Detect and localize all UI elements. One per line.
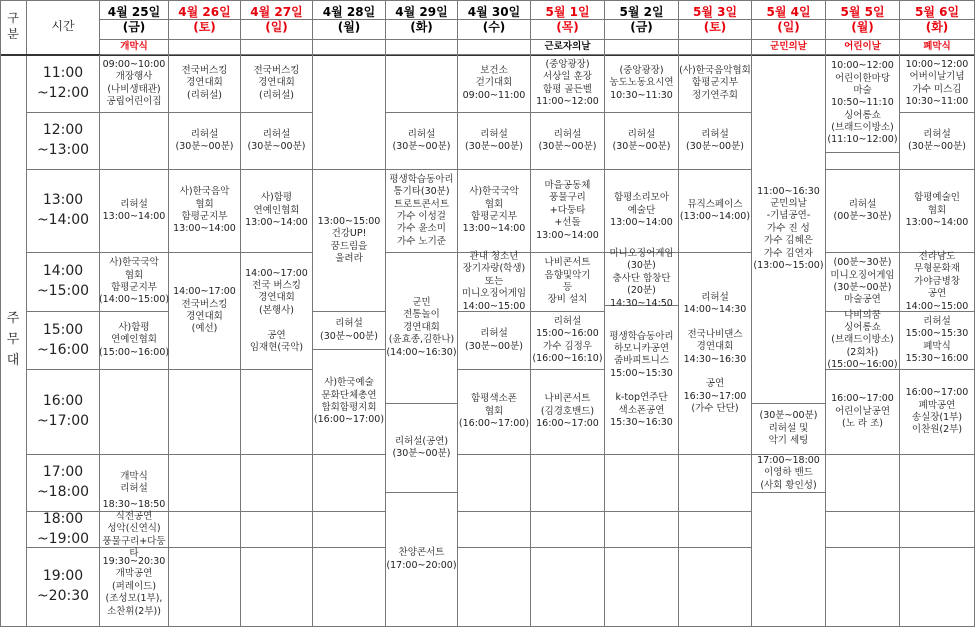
day-holiday-label [605,40,679,55]
day-header-date: 4월 29일 [386,0,458,20]
time-slot: 11:00 ~12:00 [27,55,100,113]
schedule-event: 사)한국예술 문화단체총연 합회함평지회 (16:00~17:00) [313,350,386,455]
time-slot: 12:00 ~13:00 [27,113,100,170]
schedule-event [313,455,386,512]
day-header-weekday: (목) [531,20,605,40]
schedule-event: 17:00~18:00 이영하 밴드 (사회 황인성) [752,455,826,493]
schedule-event: (30분~00분) 리허설 및 악기 세팅 [752,404,826,455]
schedule-event: 리허설 (30분~00분) [458,113,531,170]
stage-label: 주 무 대 [0,55,27,627]
schedule-event [605,512,679,548]
schedule-event: 보건소 걷기대회 09:00~11:00 [458,55,531,113]
schedule-event [100,370,169,455]
schedule-event [679,512,752,548]
schedule-event: (사)한국음악협회 함평군지부 정기연주회 [679,55,752,113]
schedule-event: 리허설 15:00~15:30 폐막식 15:30~16:00 [900,312,975,370]
schedule-event [826,512,900,548]
schedule-event: 10:00~12:00 어버이날기념 가수 미스김 10:30~11:00 [900,55,975,113]
time-slot: 19:00 ~20:30 [27,548,100,627]
schedule-event: 리허설 (30분~00분) [169,113,241,170]
schedule-event: 13:00~15:00 건강UP! 꿈드림을 울려라 [313,170,386,312]
time-slot: 13:00 ~14:00 [27,170,100,253]
schedule-event: 찬양콘서트 (17:00~20:00) [386,493,458,627]
day-holiday-label [169,40,241,55]
schedule-event: 사)한국국악 협회 함평군지부 (14:00~15:00) [100,253,169,312]
day-header-date: 5월 2일 [605,0,679,20]
schedule-event: 10:00~12:00 어린이한마당 마술 10:50~11:10 싱어롱쇼 (브래드이방소) (11:10~12:00) [826,55,900,153]
time-slot: 14:00 ~15:00 [27,253,100,312]
schedule-event: 리허설 15:00~16:00 가수 김정우 (16:00~16:10) [531,312,605,370]
day-header-date: 4월 27일 [241,0,313,20]
schedule-event: 리허설 (30분~00분) [531,113,605,170]
schedule-event: 11:00~16:30 군민의날 -기념공연- 가수 진 성 가수 김혜은 가수 김연자 (13:00~15:00) [752,55,826,404]
day-holiday-label [458,40,531,55]
schedule-event: 리허설 13:00~14:00 [100,170,169,253]
schedule-event [531,512,605,548]
schedule-event: 마을공동체 풍물구리 +다둥타 +선돌 13:00~14:00 [531,170,605,253]
schedule-event [605,548,679,627]
schedule-event [679,455,752,512]
schedule-event: 관내 청소년 장기자랑(학생) 또는 미니오징어게임 14:00~15:00 [458,253,531,312]
day-holiday-label [679,40,752,55]
day-header-weekday: (금) [100,20,169,40]
schedule-event: (중앙광장) 농도노동요시연 10:30~11:30 [605,55,679,113]
schedule-event: 평생학습동아리 통기타(30분) 트로트콘서트 가수 이성걸 가수 윤소미 가수 노기준 [386,170,458,253]
time-slot: 17:00 ~18:00 [27,455,100,512]
schedule-event: 미니오징어게임 (30분) 충사단 합창단 (20분) 14:30~14:50 [605,253,679,306]
day-header-date: 5월 1일 [531,0,605,20]
schedule-event: 14:00~17:00 전국 버스킹 경연대회 (본행사) 공연 임재현(국악) [241,253,313,370]
day-header-weekday: (일) [752,20,826,40]
schedule-event: 함평예술인 협회 13:00~14:00 [900,170,975,253]
time-header: 시간 [27,0,100,55]
schedule-event [826,548,900,627]
schedule-event [241,455,313,512]
schedule-event [241,548,313,627]
schedule-event [313,548,386,627]
schedule-event: 16:00~17:00 어린이날공연 (노 라 조) [826,370,900,455]
schedule-event: 군민 전통놀이 경연대회 (윤효종,김한나) (14:00~16:30) [386,253,458,404]
schedule-event: 리허설(공연) (30분~00분) [386,404,458,493]
schedule-event [169,548,241,627]
schedule-event: 나비의꿈 싱어롱쇼 (브래드이방소) (2회차) (15:00~16:00) [826,312,900,370]
schedule-event [826,455,900,512]
schedule-event: (00분~30분) 미니오징어게임 (30분~00분) 마술공연 [826,253,900,312]
schedule-event [900,512,975,548]
schedule-event: 09:00~10:00 개장행사 (나비생태관) 공립어린이집 [100,55,169,113]
schedule-event: 사)한국음악 협회 함평군지부 13:00~14:00 [169,170,241,253]
day-holiday-label: 개막식 [100,40,169,55]
schedule-event: 14:00~17:00 전국버스킹 경연대회 (예선) [169,253,241,370]
day-header-date: 5월 5일 [826,0,900,20]
day-holiday-label [313,40,386,55]
time-slot: 15:00 ~16:00 [27,312,100,370]
schedule-event [458,512,531,548]
schedule-event: 뮤직스페이스 (13:00~14:00) [679,170,752,253]
day-holiday-label [386,40,458,55]
day-header-date: 4월 30일 [458,0,531,20]
schedule-event: 나비콘서트 음향및악기 등 장비 설치 [531,253,605,312]
day-header-date: 4월 26일 [169,0,241,20]
schedule-event: 개막식 리허설 [100,455,169,512]
schedule-event: 리허설 (30분~00분) [679,113,752,170]
schedule-event: 전국버스킹 경연대회 (리허설) [241,55,313,113]
schedule-event [313,55,386,170]
schedule-event: 리허설 (30분~00분) [241,113,313,170]
schedule-event: 나비콘서트 (김경호밴드) 16:00~17:00 [531,370,605,455]
schedule-event: 함평색소폰 협회 (16:00~17:00) [458,370,531,455]
corner-label: 구 분 [0,0,27,55]
schedule-event [241,370,313,455]
schedule-event: 사)함평 연예인협회 (15:00~16:00) [100,312,169,370]
schedule-event: 평생학습동아리 하모니카공연 줌바피트니스 15:00~15:30 k-top연주단 색소폰공연 15:30~16:30 [605,306,679,455]
schedule-event: 함평소리모아 예술단 13:00~14:00 [605,170,679,253]
day-header-weekday: (토) [169,20,241,40]
day-holiday-label: 근로자의날 [531,40,605,55]
day-holiday-label: 폐막식 [900,40,975,55]
day-header-date: 4월 25일 [100,0,169,20]
day-header-weekday: (월) [826,20,900,40]
day-header-weekday: (일) [241,20,313,40]
day-header-date: 5월 3일 [679,0,752,20]
schedule-event: 리허설 (00분~30분) [826,170,900,253]
schedule-event: 사)한국국악 협회 함평군지부 13:00~14:00 [458,170,531,253]
schedule-event: (중앙광장) 서상일 훈장 함평 골든벨 11:00~12:00 [531,55,605,113]
schedule-event: 리허설 (30분~00분) [386,113,458,170]
day-holiday-label: 군민의날 [752,40,826,55]
schedule-event [826,153,900,170]
schedule-event [458,455,531,512]
schedule-event [169,455,241,512]
schedule-event: 리허설 14:00~14:30 전국나비댄스 경연대회 14:30~16:30 공연 16:30~17:00 (가수 단단) [679,253,752,455]
schedule-event [169,512,241,548]
schedule-event [386,55,458,113]
schedule-event [100,113,169,170]
day-header-weekday: (금) [605,20,679,40]
day-header-weekday: (토) [679,20,752,40]
day-header-weekday: (수) [458,20,531,40]
day-holiday-label: 어린이날 [826,40,900,55]
schedule-event: 전라남도 무형문화재 가야금병창 공연 14:00~15:00 [900,253,975,312]
schedule-event: 리허설 (30분~00분) [313,312,386,350]
schedule-event [605,455,679,512]
schedule-event [313,512,386,548]
schedule-event: 19:30~20:30 개막공연 (퍼레이드) (조성모(1부), 소찬휘(2부)) [100,548,169,627]
schedule-event [900,455,975,512]
time-slot: 18:00 ~19:00 [27,512,100,548]
day-holiday-label [241,40,313,55]
schedule-event: 리허설 (30분~00분) [900,113,975,170]
time-slot: 16:00 ~17:00 [27,370,100,455]
schedule-event: 리허설 (30분~00분) [605,113,679,170]
schedule-event: 16:00~17:00 폐막공연 송실장(1부) 이찬원(2부) [900,370,975,455]
schedule-event: 전국버스킹 경연대회 (리허설) [169,55,241,113]
schedule-event [531,548,605,627]
schedule-event [752,493,826,627]
day-header-weekday: (화) [900,20,975,40]
schedule-event: 18:30~18:50 식전공연 성악(신연식) 풍물구리+다둥타 [100,512,169,548]
day-header-weekday: (화) [386,20,458,40]
schedule-event [679,548,752,627]
schedule-event [241,512,313,548]
day-header-date: 5월 4일 [752,0,826,20]
schedule-event [900,548,975,627]
schedule-event: 리허설 (30분~00분) [458,312,531,370]
schedule-event [169,370,241,455]
day-header-date: 5월 6일 [900,0,975,20]
schedule-event [458,548,531,627]
day-header-date: 4월 28일 [313,0,386,20]
schedule-event: 사)함평 연예인협회 13:00~14:00 [241,170,313,253]
day-header-weekday: (월) [313,20,386,40]
schedule-event [531,455,605,512]
